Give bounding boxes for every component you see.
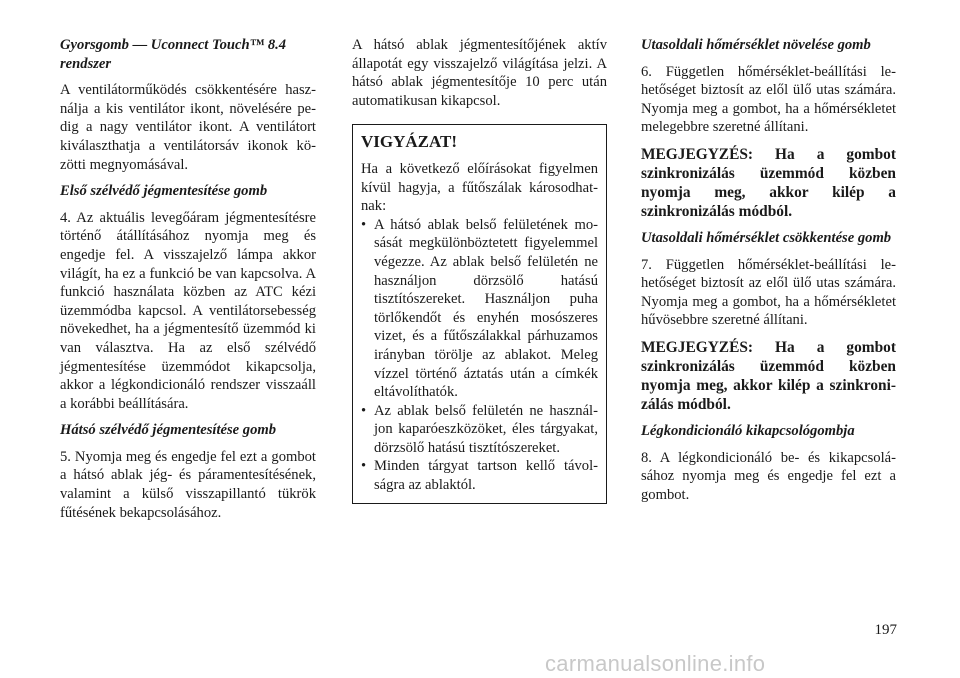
page-number: 197: [874, 622, 897, 638]
paragraph-temp-up: 6. Független hőmérséklet-beállítási lehetőséget biztosít az elől ülő utas számára. Nyomja meg a gombot, ha a hőmérsékletet melegebbre szeretné állítani.: [641, 63, 896, 136]
heading-ac-button: Légkondicionáló kikapcsológombja: [641, 422, 855, 439]
warning-bullet: • A hátsó ablak belső felületének mosását megkülönböztetett figyelemmel végezze. Az ablak belső felületén ne használjon dörzsölő hatású tisztítószereket. Használjon puha törlőkendőt és enyhén mosószeres vizet, és a fűtőszálakkal párhuzamos irányban törölje az ablakot. Meleg vízzel történő áztatás után a címkék eltávolíthatók.: [361, 216, 598, 401]
paragraph-rear-defrost-timer: A hátsó ablak jégmentesítőjének aktív állapotát egy visszajelző világítása jelzi. A hátsó ablak jégmentesítője 10 perc után automatikusan kikapcsol.: [352, 37, 607, 109]
bullet-icon: •: [361, 402, 367, 419]
heading-rear-defrost: Hátsó szélvédő jégmentesítése gomb: [60, 422, 277, 439]
note-temp-up: MEGJEGYZÉS: Ha a gombot szinkronizálás üzemmód közben nyomja meg, akkor kilép a szinkronizálás módból.: [641, 145, 896, 220]
heading-temp-up: Utasoldali hőmérséklet növelése gomb: [641, 37, 871, 53]
warning-intro: Ha a következő előírásokat figyelmen kívül hagyja, a fűtőszálak károsodhatnak:: [361, 160, 598, 215]
column-middle: [352, 36, 607, 504]
warning-bullet-list: [361, 216, 598, 495]
heading-front-defrost: Első szélvédő jégmentesítése gomb: [60, 183, 268, 200]
paragraph-rear-defrost: 5. Nyomja meg és engedje fel ezt a gombot a hátsó ablak jég- és páramentesítésének, valamint a külső visszapillantó tükrök fűtésének bekapcsolásához.: [60, 448, 316, 521]
column-right: [641, 36, 896, 512]
warning-bullet: • Minden tárgyat tartson kellő távolságra az ablaktól.: [361, 458, 598, 494]
heading-temp-down: Utasoldali hőmérséklet csökkentése gomb: [641, 229, 892, 246]
bullet-icon: •: [361, 216, 367, 233]
bullet-icon: •: [361, 458, 367, 475]
paragraph-ac: 8. A légkondicionáló be- és kikapcsolásához nyomja meg és engedje fel ezt a gombot.: [641, 449, 896, 503]
paragraph-temp-down: 7. Független hőmérséklet-beállítási lehetőséget biztosít az elől ülő utas számára. Nyomja meg a gombot, ha a hőmérsékletet hűvösebbre szeretné állítani.: [641, 256, 896, 329]
note-temp-down: MEGJEGYZÉS: Ha a gombot szinkronizálás üzemmód közben nyomja meg, akkor kilép a szinkronizálás módból.: [641, 338, 896, 413]
warning-bullet: • Az ablak belső felületén ne használjon kaparóeszközöket, éles tárgyakat, dörzsölő hatású tisztítószereket.: [361, 402, 598, 456]
warning-box: [352, 124, 607, 503]
paragraph-front-defrost: 4. Az aktuális levegőáram jégmentesítésre történő átállításához nyomja meg és engedje fel. A visszajelző lámpa akkor világít, ha ez a funkció be van kapcsolva. A funkció használata közben az ATC kézi üzemmódba kapcsol. A ventilátorsebesség növekedhet, ha a jégmentesítő üzemmód ki van választva. Ha az első szélvédő jégmentesítése üzemmódot kikapcsolja, akkor a légkondicionáló rendszer visszaáll a korábbi beállítására.: [60, 209, 316, 412]
column-left: [60, 36, 316, 530]
paragraph-fan: A ventilátorműködés csökkentésére használja a kis ventilátor ikont, növelésére pedig a nagy ventilátor ikont. A ventilátort kiválaszthatja a ventilátorsáv ikonok közötti megnyomásával.: [60, 82, 316, 173]
heading-fan-button: Gyorsgomb — Uconnect Touch™ 8.4 rendszer: [60, 37, 287, 72]
warning-title: VIGYÁZAT!: [361, 132, 458, 152]
watermark: carmanualsonline.info: [545, 651, 766, 676]
